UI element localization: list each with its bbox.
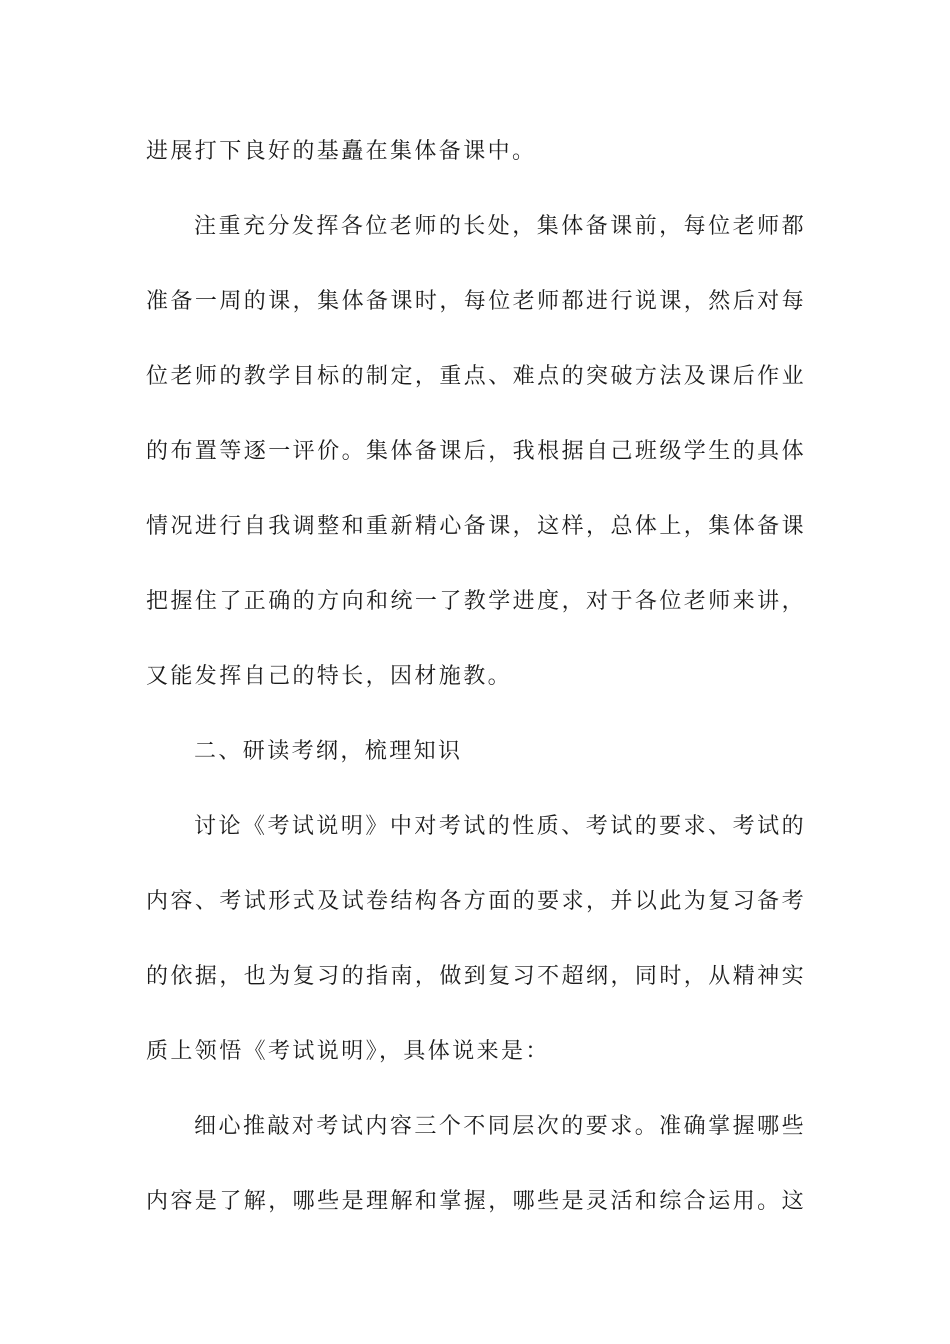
section-heading: 二、研读考纲，梳理知识 [194,739,463,764]
text-line-15: 内容是了解，哪些是理解和掌握，哪些是灵活和综合运用。这 [146,1189,806,1214]
text-line-10: 讨论《考试说明》中对考试的性质、考试的要求、考试的 [194,814,806,839]
text-line-5: 的布置等逐一评价。集体备课后，我根据自己班级学生的具体 [146,439,806,464]
text-line-2: 注重充分发挥各位老师的长处，集体备课前，每位老师都 [194,214,806,239]
text-line-3: 准备一周的课，集体备课时，每位老师都进行说课，然后对每 [146,289,806,314]
text-line-13: 质上领悟《考试说明》，具体说来是： [146,1039,550,1064]
text-line-8: 又能发挥自己的特长，因材施教。 [146,664,513,689]
text-line-1: 进展打下良好的基矗在集体备课中。 [146,139,537,164]
text-line-11: 内容、考试形式及试卷结构各方面的要求，并以此为复习备考 [146,889,806,914]
text-line-6: 情况进行自我调整和重新精心备课，这样，总体上，集体备课 [146,514,806,539]
text-line-12: 的依据，也为复习的指南，做到复习不超纲，同时，从精神实 [146,964,806,989]
text-line-7: 把握住了正确的方向和统一了教学进度，对于各位老师来讲， [146,589,806,614]
text-line-4: 位老师的教学目标的制定，重点、难点的突破方法及课后作业 [146,364,806,389]
text-line-14: 细心推敲对考试内容三个不同层次的要求。准确掌握哪些 [194,1114,806,1139]
